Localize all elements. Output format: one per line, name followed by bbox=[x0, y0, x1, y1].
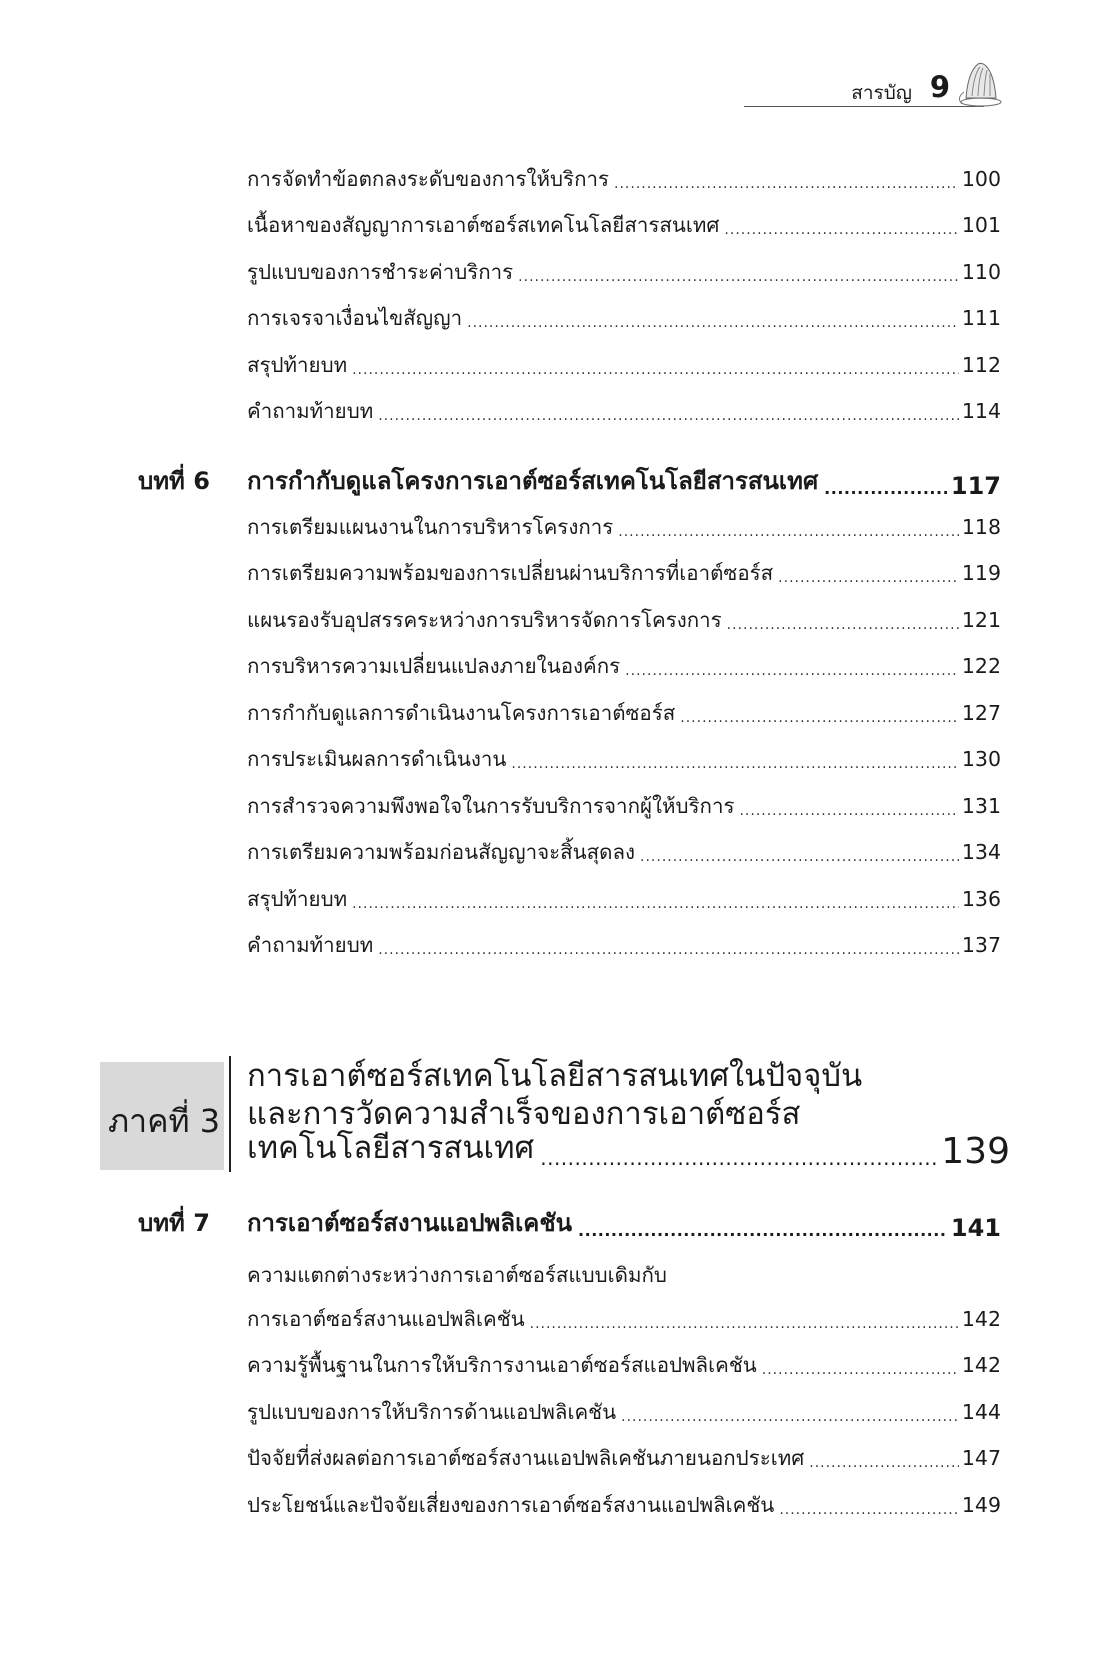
toc-leader bbox=[824, 478, 947, 500]
toc-entry-page: 131 bbox=[961, 794, 1001, 818]
toc-leader bbox=[779, 1500, 959, 1520]
toc-entry-page: 142 bbox=[961, 1353, 1001, 1377]
toc-entry-page: 134 bbox=[961, 840, 1001, 864]
chapter-heading[interactable] bbox=[138, 456, 1001, 500]
header-rule bbox=[744, 106, 984, 107]
toc-leader bbox=[352, 894, 959, 914]
toc-entry-page: 130 bbox=[961, 747, 1001, 771]
toc-leader bbox=[680, 708, 959, 728]
toc-entry-title: คำถามท้ายบท bbox=[247, 399, 374, 423]
toc-leader bbox=[511, 754, 958, 774]
toc-entry-page: 122 bbox=[961, 654, 1001, 678]
toc-entry[interactable] bbox=[247, 253, 1001, 287]
toc-leader bbox=[727, 615, 959, 635]
book-logo-icon bbox=[958, 58, 1004, 108]
toc-entry-title: เนื้อหาของสัญญาการเอาต์ซอร์สเทคโนโลยีสารสนเทศ bbox=[247, 213, 720, 237]
toc-entry-page: 112 bbox=[961, 353, 1001, 377]
toc-leader bbox=[530, 1314, 959, 1334]
toc-entry-page: 144 bbox=[961, 1400, 1001, 1424]
toc-entry-page: 111 bbox=[961, 306, 1001, 330]
toc-entry-title: ปัจจัยที่ส่งผลต่อการเอาต์ซอร์สงานแอปพลิเคชันภายนอกประเทศ bbox=[247, 1446, 805, 1470]
toc-entry[interactable] bbox=[247, 1486, 1001, 1520]
toc-entry-title: การกำกับดูแลการดำเนินงานโครงการเอาต์ซอร์ส bbox=[247, 701, 676, 725]
toc-entry-page: 147 bbox=[961, 1446, 1001, 1470]
toc-entry-page: 110 bbox=[961, 260, 1001, 284]
toc-entry[interactable] bbox=[247, 1346, 1001, 1380]
toc-entry[interactable] bbox=[247, 647, 1001, 681]
toc-leader bbox=[614, 174, 959, 194]
part-title-entry[interactable] bbox=[247, 1128, 1010, 1172]
part-label: ภาคที่ 3 bbox=[108, 1102, 221, 1140]
toc-entry[interactable] bbox=[247, 299, 1001, 333]
toc-entry-title: ความแตกต่างระหว่างการเอาต์ซอร์สแบบเดิมกับ bbox=[247, 1263, 667, 1287]
toc-leader bbox=[809, 1453, 959, 1473]
toc-entry-page: 118 bbox=[961, 515, 1001, 539]
toc-entry-page: 127 bbox=[961, 701, 1001, 725]
part-page: 139 bbox=[941, 1131, 1010, 1172]
toc-leader bbox=[625, 661, 959, 681]
toc-leader bbox=[540, 1144, 937, 1172]
chapter-page: 117 bbox=[950, 472, 1001, 500]
toc-entry-page: 114 bbox=[961, 399, 1001, 423]
toc-entry-title: ความรู้พื้นฐานในการให้บริการงานเอาต์ซอร์สแอปพลิเคชัน bbox=[247, 1353, 757, 1377]
toc-entry-title: รูปแบบของการชำระค่าบริการ bbox=[247, 260, 514, 284]
toc-entry[interactable] bbox=[247, 880, 1001, 914]
toc-entry-title: การเตรียมแผนงานในการบริหารโครงการ bbox=[247, 515, 614, 539]
page-header bbox=[0, 70, 1102, 114]
toc-entry[interactable] bbox=[247, 206, 1001, 240]
part-title-line: การเอาต์ซอร์สเทคโนโลยีสารสนเทศในปัจจุบัน bbox=[247, 1058, 863, 1094]
toc-entry-page: 101 bbox=[961, 213, 1001, 237]
toc-entry-title: การสำรวจความพึงพอใจในการรับบริการจากผู้ให้บริการ bbox=[247, 794, 735, 818]
toc-entry-title: ประโยชน์และปัจจัยเสี่ยงของการเอาต์ซอร์สงานแอปพลิเคชัน bbox=[247, 1493, 775, 1517]
toc-leader bbox=[518, 267, 959, 287]
toc-entry[interactable] bbox=[247, 601, 1001, 635]
part-title-line: เทคโนโลยีสารสนเทศ bbox=[247, 1130, 535, 1166]
toc-entry-page: 121 bbox=[961, 608, 1001, 632]
toc-entry-title: การเจรจาเงื่อนไขสัญญา bbox=[247, 306, 463, 330]
toc-entry-title: สรุปท้ายบท bbox=[247, 887, 348, 911]
toc-leader bbox=[618, 522, 959, 542]
toc-entry[interactable] bbox=[247, 508, 1001, 542]
toc-entry-title: รูปแบบของการให้บริการด้านแอปพลิเคชัน bbox=[247, 1400, 617, 1424]
toc-entry-title: การบริหารความเปลี่ยนแปลงภายในองค์กร bbox=[247, 654, 621, 678]
chapter-page: 141 bbox=[950, 1214, 1001, 1242]
toc-entry[interactable] bbox=[247, 1393, 1001, 1427]
toc-leader bbox=[762, 1360, 959, 1380]
toc-leader bbox=[640, 847, 959, 867]
part-divider bbox=[229, 1056, 231, 1172]
chapter-label: บทที่ 6 bbox=[138, 467, 210, 495]
toc-leader bbox=[724, 220, 958, 240]
toc-leader bbox=[739, 801, 958, 821]
toc-entry[interactable] bbox=[247, 694, 1001, 728]
part-title-line: และการวัดความสำเร็จของการเอาต์ซอร์ส bbox=[247, 1096, 801, 1132]
toc-leader bbox=[778, 568, 959, 588]
toc-entry-page: 137 bbox=[961, 933, 1001, 957]
header-page-number: 9 bbox=[929, 70, 950, 104]
toc-leader bbox=[578, 1220, 947, 1242]
toc-entry-page: 142 bbox=[961, 1307, 1001, 1331]
toc-leader bbox=[352, 360, 959, 380]
toc-entry[interactable] bbox=[247, 554, 1001, 588]
toc-entry-title: สรุปท้ายบท bbox=[247, 353, 348, 377]
toc-entry[interactable] bbox=[247, 346, 1001, 380]
toc-entry-page: 149 bbox=[961, 1493, 1001, 1517]
toc-entry-page: 119 bbox=[961, 561, 1001, 585]
toc-entry[interactable] bbox=[247, 787, 1001, 821]
toc-entry[interactable] bbox=[247, 926, 1001, 960]
toc-entry[interactable] bbox=[247, 740, 1001, 774]
toc-entry[interactable] bbox=[247, 392, 1001, 426]
toc-leader bbox=[467, 313, 959, 333]
toc-entry-title: การเตรียมความพร้อมก่อนสัญญาจะสิ้นสุดลง bbox=[247, 840, 636, 864]
toc-leader bbox=[378, 940, 959, 960]
header-label: สารบัญ bbox=[851, 82, 912, 104]
chapter-heading[interactable] bbox=[138, 1198, 1001, 1242]
toc-entry[interactable] bbox=[247, 1300, 1001, 1334]
toc-leader bbox=[621, 1407, 959, 1427]
toc-entry-title: การเตรียมความพร้อมของการเปลี่ยนผ่านบริการที่เอาต์ซอร์ส bbox=[247, 561, 774, 585]
toc-entry[interactable] bbox=[247, 833, 1001, 867]
chapter-title: การกำกับดูแลโครงการเอาต์ซอร์สเทคโนโลยีสารสนเทศ bbox=[247, 467, 819, 495]
toc-entry-title: แผนรองรับอุปสรรคระหว่างการบริหารจัดการโครงการ bbox=[247, 608, 722, 632]
toc-entry[interactable] bbox=[247, 160, 1001, 194]
toc-leader bbox=[378, 406, 959, 426]
toc-entry-title: คำถามท้ายบท bbox=[247, 933, 374, 957]
chapter-title: การเอาต์ซอร์สงานแอปพลิเคชัน bbox=[247, 1209, 573, 1237]
toc-entry-title: การเอาต์ซอร์สงานแอปพลิเคชัน bbox=[247, 1307, 525, 1331]
toc-entry-title: การจัดทำข้อตกลงระดับของการให้บริการ bbox=[247, 167, 610, 191]
toc-entry-page: 100 bbox=[961, 167, 1001, 191]
toc-entry-page: 136 bbox=[961, 887, 1001, 911]
chapter-label: บทที่ 7 bbox=[138, 1209, 210, 1237]
toc-entry-title: การประเมินผลการดำเนินงาน bbox=[247, 747, 507, 771]
toc-entry[interactable] bbox=[247, 1439, 1001, 1473]
